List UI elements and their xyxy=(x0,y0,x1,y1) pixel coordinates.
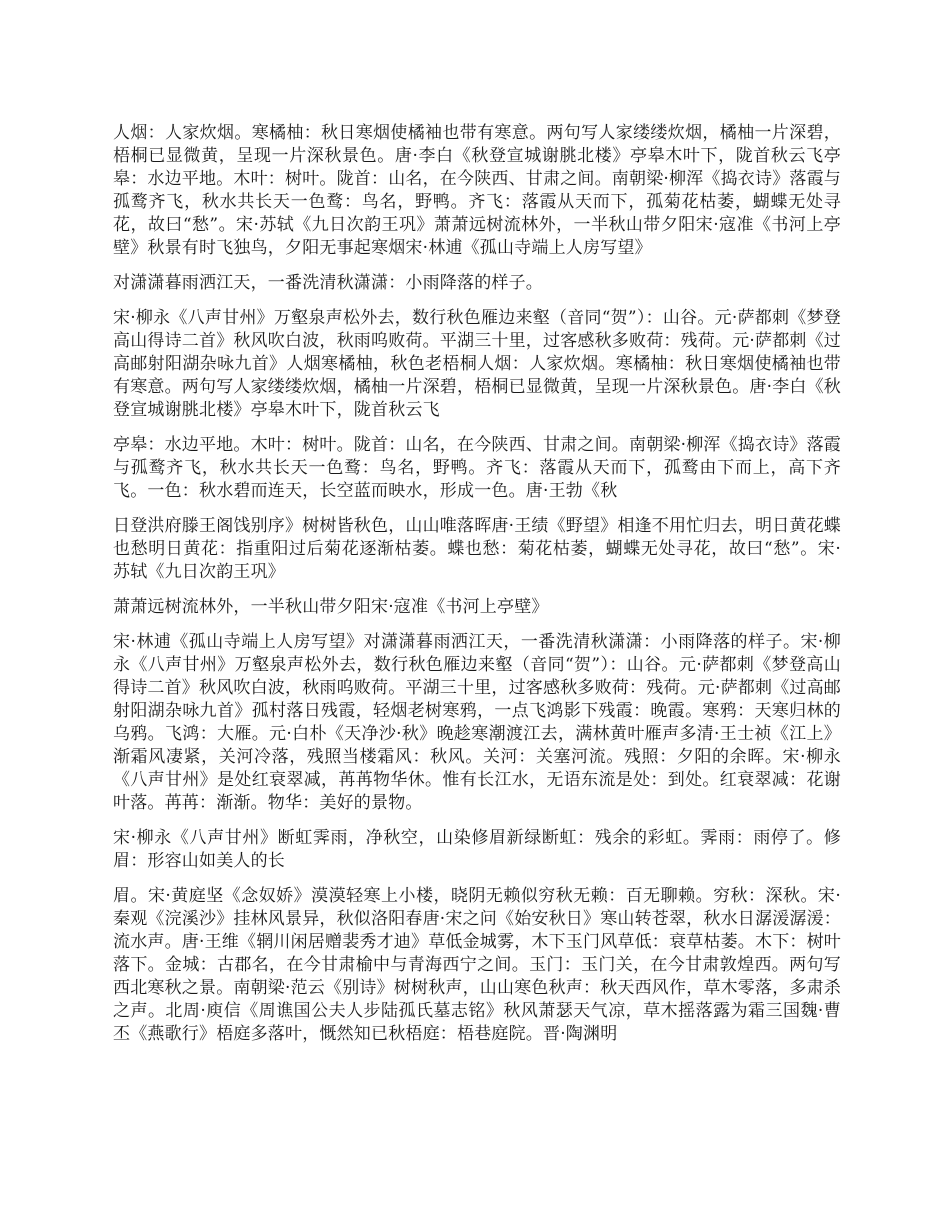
paragraph: 对潇潇暮雨洒江天，一番洗清秋潇潇：小雨降落的样子。 xyxy=(113,273,543,293)
paragraph: 人烟：人家炊烟。寒橘柚：秋日寒烟使橘袖也带有寒意。两句写人家缕缕炊烟，橘柚一片深碧，梧桐已显微黄，呈现一片深秋景色。唐·李白《秋登宣城谢朓北楼》亭皋木叶下，陇首秋云飞亭皋：水边平地。木叶：树叶。陇首：山名，在今陕西、甘肃之间。南朝梁·柳浑《捣衣诗》落霞与孤鹜齐飞，秋水共长天一色鹜：鸟名，野鸭。齐飞：落霞从天而下，孤菊花枯萎，蝴蝶无处寻花，故曰“愁”。宋·苏轼《九日次韵王巩》萧萧远树流林外，一半秋山带夕阳宋·寇准《书河上亭壁》秋景有时飞独鸟，夕阳无事起寒烟宋·林逋《孤山寺端上人房写望》 xyxy=(113,123,842,258)
paragraph: 日登洪府滕王阁饯别序》树树皆秋色，山山唯落晖唐·王绩《野望》相逢不用忙归去，明日黄花蝶也愁明日黄花：指重阳过后菊花逐渐枯萎。蝶也愁：菊花枯萎，蝴蝶无处寻花，故曰“愁”。宋·苏轼《九日次韵王巩》 xyxy=(113,516,842,582)
paragraph: 亭皋：水边平地。木叶：树叶。陇首：山名，在今陕西、甘肃之间。南朝梁·柳浑《捣衣诗》落霞与孤鹜齐飞，秋水共长天一色鹜：鸟名，野鸭。齐飞：落霞从天而下，孤鹜由下而上，高下齐飞。一色：秋水碧而连天，长空蓝而映水，形成一色。唐·王勃《秋 xyxy=(113,435,842,501)
paragraph: 宋·林逋《孤山寺端上人房写望》对潇潇暮雨洒江天，一番洗清秋潇潇：小雨降落的样子。宋·柳永《八声甘州》万壑泉声松外去，数行秋色雁边来壑（音同“贺”）：山谷。元·萨都刺《梦登高山得诗二首》秋风吹白波，秋雨呜败荷。平湖三十里，过客感秋多败荷：残荷。元·萨都刺《过高邮射阳湖杂咏九首》孤村落日残霞，轻烟老树寒鸦，一点飞鸿影下残霞：晚霞。寒鸦：天寒归林的乌鸦。飞鸿：大雁。元·白朴《天净沙·秋》晚趁寒潮渡江去，满林黄叶雁声多清·王士祯《江上》渐霜风凄紧，关河冷落，残照当楼霜风：秋风。关河：关塞河流。残照：夕阳的余晖。宋·柳永《八声甘州》是处红衰翠减，苒苒物华休。惟有长江水，无语东流是处：到处。红衰翠减：花谢叶落。苒苒：渐渐。物华：美好的景物。 xyxy=(113,632,842,813)
paragraph: 宋·柳永《八声甘州》万壑泉声松外去，数行秋色雁边来壑（音同“贺”）：山谷。元·萨都刺《梦登高山得诗二首》秋风吹白波，秋雨呜败荷。平湖三十里，过客感秋多败荷：残荷。元·萨都刺《过高邮射阳湖杂咏九首》人烟寒橘柚，秋色老梧桐人烟：人家炊烟。寒橘柚：秋日寒烟使橘袖也带有寒意。两句写人家缕缕炊烟，橘柚一片深碧，梧桐已显微黄，呈现一片深秋景色。唐·李白《秋登宣城谢朓北楼》亭皋木叶下，陇首秋云飞 xyxy=(113,308,842,420)
paragraph: 眉。宋·黄庭坚《念奴娇》漠漠轻寒上小楼，晓阴无赖似穷秋无赖：百无聊赖。穷秋：深秋。宋·秦观《浣溪沙》挂林风景异，秋似洛阳春唐·宋之问《始安秋日》寒山转苍翠，秋水日潺湲潺湲：流水声。唐·王维《辋川闲居赠裴秀才迪》草低金城雾，木下玉门风草低：衰草枯萎。木下：树叶落下。金城：古郡名，在今甘肃榆中与青海西宁之间。玉门：玉门关，在今甘肃敦煌西。两句写西北寒秋之景。南朝梁·范云《别诗》树树秋声，山山寒色秋声：秋天西风作，草木零落，多肃杀之声。北周·庾信《周谯国公夫人步陆孤氏墓志铭》秋风萧瑟天气凉，草木摇落露为霜三国魏·曹丕《燕歌行》梧庭多落叶，慨然知已秋梧庭：梧巷庭院。晋·陶渊明 xyxy=(113,886,842,1044)
paragraph: 宋·柳永《八声甘州》断虹霁雨，净秋空，山染修眉新绿断虹：残余的彩虹。霁雨：雨停了。修眉：形容山如美人的长 xyxy=(113,828,841,871)
document-body xyxy=(113,122,841,1058)
paragraph: 萧萧远树流林外，一半秋山带夕阳宋·寇准《书河上亭壁》 xyxy=(113,597,549,617)
